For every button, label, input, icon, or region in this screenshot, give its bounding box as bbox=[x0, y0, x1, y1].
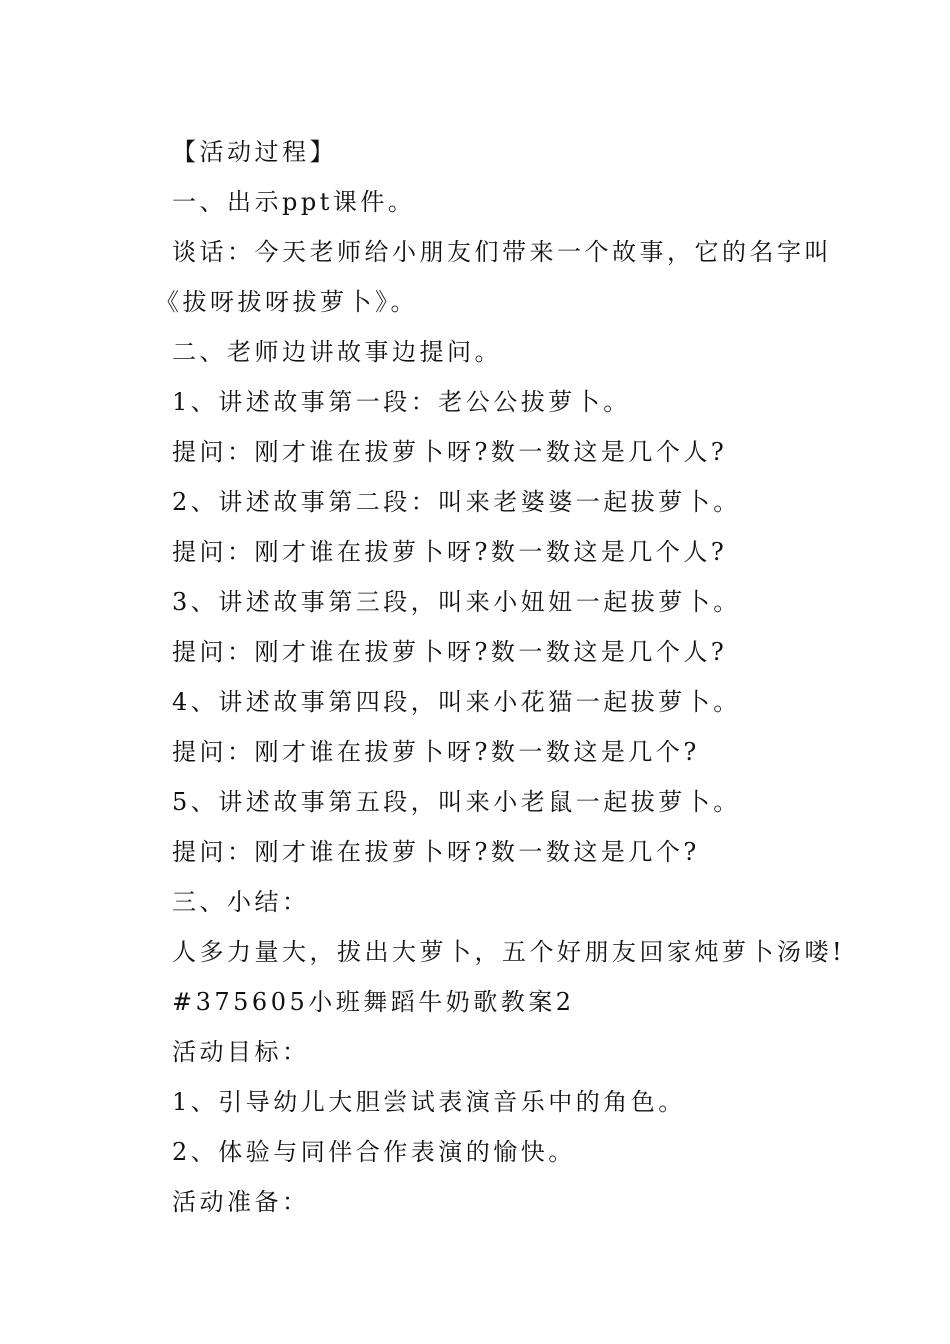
document-title-line: #375605小班舞蹈牛奶歌教案2 bbox=[172, 988, 575, 1016]
text-line: 3、讲述故事第三段，叫来小妞妞一起拔萝卜。 bbox=[172, 588, 741, 616]
text-line: 活动目标： bbox=[172, 1038, 310, 1066]
text-line: 2、体验与同伴合作表演的愉快。 bbox=[172, 1138, 576, 1166]
text-line: 4、讲述故事第四段，叫来小花猫一起拔萝卜。 bbox=[172, 688, 741, 716]
text-line: 活动准备： bbox=[172, 1188, 310, 1216]
text-line: 5、讲述故事第五段，叫来小老鼠一起拔萝卜。 bbox=[172, 788, 741, 816]
text-line: 提问：刚才谁在拔萝卜呀?数一数这是几个? bbox=[172, 838, 700, 866]
text-line: 1、讲述故事第一段：老公公拔萝卜。 bbox=[172, 388, 631, 416]
text-line: 提问：刚才谁在拔萝卜呀?数一数这是几个? bbox=[172, 738, 700, 766]
text-line: 2、讲述故事第二段：叫来老婆婆一起拔萝卜。 bbox=[172, 488, 741, 516]
text-line: 二、老师边讲故事边提问。 bbox=[172, 338, 502, 366]
text-line: 提问：刚才谁在拔萝卜呀?数一数这是几个人? bbox=[172, 438, 728, 466]
text-line: 一、出示ppt课件。 bbox=[172, 188, 416, 216]
text-line: 人多力量大，拔出大萝卜，五个好朋友回家炖萝卜汤喽! bbox=[172, 938, 846, 966]
text-line: 谈话：今天老师给小朋友们带来一个故事，它的名字叫 bbox=[172, 238, 832, 266]
text-line: 《拔呀拔呀拔萝卜》。 bbox=[155, 288, 418, 316]
text-line: 三、小结： bbox=[172, 888, 310, 916]
section-heading-activity-process: 【活动过程】 bbox=[172, 138, 337, 166]
text-line: 提问：刚才谁在拔萝卜呀?数一数这是几个人? bbox=[172, 638, 728, 666]
text-line: 1、引导幼儿大胆尝试表演音乐中的角色。 bbox=[172, 1088, 686, 1116]
text-line: 提问：刚才谁在拔萝卜呀?数一数这是几个人? bbox=[172, 538, 728, 566]
